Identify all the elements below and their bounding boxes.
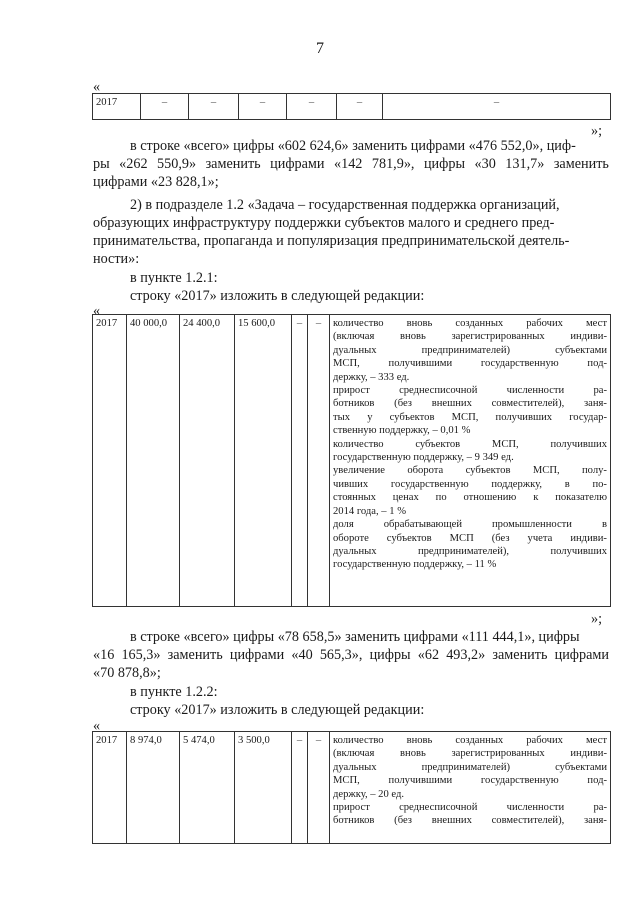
indicator-description: [330, 315, 611, 607]
open-quote: «: [93, 79, 101, 95]
indicator-line: (включая вновь зарегистрированных индиви-: [333, 331, 607, 343]
paragraph-line: образующих инфраструктуру поддержки субъектов малого и среднего пред-: [93, 215, 555, 231]
table-cell: –: [308, 732, 330, 844]
indicator-line: тых у субъектов МСП, получивших государ-: [333, 411, 607, 423]
paragraph-line: в строке «всего» цифры «78 658,5» заменить цифрами «111 444,1», цифры: [130, 629, 580, 645]
close-quote: »;: [591, 611, 603, 627]
indicator-line: увеличение оборота субъектов МСП, полу-: [333, 465, 607, 477]
table-cell: 3 500,0: [235, 732, 292, 844]
paragraph-line: «70 878,8»;: [93, 665, 161, 681]
indicator-line: ботников (без внешних совместителей), заня-: [333, 398, 607, 410]
indicator-line: государственную поддержку, – 9 349 ед.: [333, 452, 514, 464]
table-cell: 5 474,0: [180, 732, 235, 844]
indicator-description: [330, 732, 611, 844]
page-number: 7: [316, 40, 324, 57]
table-cell: –: [308, 315, 330, 607]
table-cell-year: 2017: [93, 732, 127, 844]
table-cell: –: [239, 94, 287, 120]
indicator-line: держку, – 20 ед.: [333, 788, 405, 800]
close-quote: »;: [591, 123, 603, 139]
table-cell: 24 400,0: [180, 315, 235, 607]
table-2017-summary: [92, 93, 611, 120]
table-cell: 40 000,0: [127, 315, 180, 607]
table-cell: 15 600,0: [235, 315, 292, 607]
indicator-line: дуальных предпринимателей) субъектами: [333, 761, 607, 773]
table-cell-year: 2017: [93, 94, 141, 120]
indicator-line: 2014 года, – 1 %: [333, 505, 407, 517]
table-cell: –: [189, 94, 239, 120]
paragraph-line: «16 165,3» заменить цифрами «40 565,3», цифры «62 493,2» заменить цифрами: [93, 647, 609, 663]
indicator-line: прирост среднесписочной численности ра-: [333, 385, 607, 397]
table-2017-item-1-2-1: [92, 314, 611, 607]
indicator-line: прирост среднесписочной численности ра-: [333, 802, 607, 814]
indicator-line: стоянных ценах по отношению к показателю: [333, 492, 607, 504]
indicator-line: доля обрабатывающей промышленности в: [333, 519, 607, 531]
indicator-line: количество вновь созданных рабочих мест: [333, 318, 607, 329]
indicator-line: МСП, получившими государственную под-: [333, 775, 607, 787]
instruction-line: строку «2017» изложить в следующей редакции:: [130, 288, 425, 304]
item-heading: в пункте 1.2.2:: [130, 684, 218, 700]
table-2017-item-1-2-2: [92, 731, 611, 844]
indicator-line: государственную поддержку, – 11 %: [333, 559, 497, 571]
indicator-line: обороте субъектов МСП (без учета индиви-: [333, 532, 607, 544]
indicator-line: (включая вновь зарегистрированных индиви-: [333, 748, 607, 760]
indicator-line: количество вновь созданных рабочих мест: [333, 735, 607, 746]
item-heading: в пункте 1.2.1:: [130, 270, 218, 286]
table-cell: –: [383, 94, 611, 120]
indicator-line: чивших государственную поддержку, в по-: [333, 478, 607, 490]
indicator-line: держку, – 333 ед.: [333, 371, 410, 383]
instruction-line: строку «2017» изложить в следующей редакции:: [130, 702, 425, 718]
paragraph-line: 2) в подразделе 1.2 «Задача – государственная поддержка организаций,: [130, 197, 560, 213]
table-cell: –: [337, 94, 383, 120]
table-cell: –: [287, 94, 337, 120]
indicator-line: ботников (без внешних совместителей), заня-: [333, 815, 607, 827]
table-cell: –: [292, 315, 308, 607]
paragraph-line: принимательства, пропаганда и популяризация предпринимательской деятель-: [93, 233, 570, 249]
paragraph-line: в строке «всего» цифры «602 624,6» заменить цифрами «476 552,0», циф-: [130, 138, 576, 154]
table-cell-year: 2017: [93, 315, 127, 607]
paragraph-line: цифрами «23 828,1»;: [93, 174, 219, 190]
table-cell: –: [292, 732, 308, 844]
paragraph-line: ры «262 550,9» заменить цифрами «142 781,9», цифры «30 131,7» заменить: [93, 156, 609, 172]
indicator-line: МСП, получившими государственную под-: [333, 358, 607, 370]
indicator-line: дуальных предпринимателей), получивших: [333, 545, 607, 557]
table-cell: 8 974,0: [127, 732, 180, 844]
table-cell: –: [141, 94, 189, 120]
indicator-line: количество субъектов МСП, получивших: [333, 438, 607, 450]
paragraph-line: ности»:: [93, 251, 140, 267]
open-quote: «: [93, 303, 101, 319]
indicator-line: дуальных предпринимателей) субъектами: [333, 344, 607, 356]
indicator-line: ственную поддержку, – 0,01 %: [333, 425, 471, 437]
open-quote: «: [93, 718, 101, 734]
